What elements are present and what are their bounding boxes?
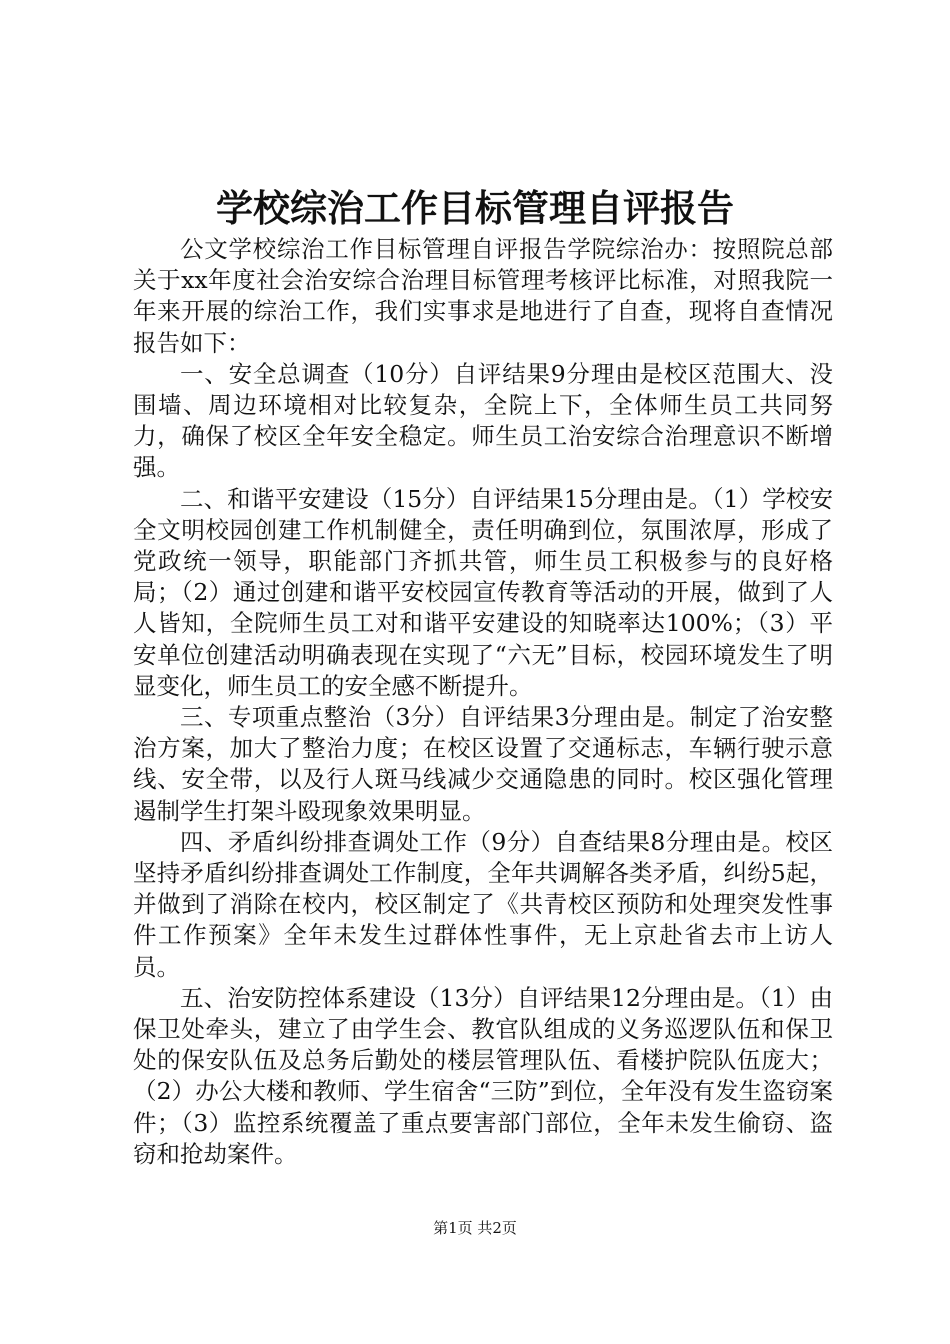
paragraph-section-3: 三、专项重点整治（3分）自评结果3分理由是。制定了治安整治方案，加大了整治力度；在校区设置了交通标志，车辆行驶示意线、安全带，以及行人斑马线减少交通隐患的同时。校区强化管理遏制学生打架斗殴现象效果明显。 [133,703,833,825]
paragraph-section-1: 一、安全总调查（10分）自评结果9分理由是校区范围大、没围墙、周边环境相对比较复杂，全院上下，全体师生员工共同努力，确保了校区全年安全稳定。师生员工治安综合治理意识不断增强。 [133,359,833,482]
document-title: 学校综治工作目标管理自评报告 [216,186,734,230]
paragraph-section-4: 四、矛盾纠纷排查调处工作（9分）自查结果8分理由是。校区坚持矛盾纠纷排查调处工作制度，全年共调解各类矛盾，纠纷5起，并做到了消除在校内，校区制定了《共青校区预防和处理突发性事件工作预案》全年未发生过群体性事件，无上京赴省去市上访人员。 [133,827,833,981]
document-body [133,234,833,1170]
page-number-footer: 第1页 共2页 [433,1219,517,1237]
paragraph-section-2: 二、和谐平安建设（15分）自评结果15分理由是。（1）学校安全文明校园创建工作机制健全，责任明确到位，氛围浓厚，形成了党政统一领导，职能部门齐抓共管，师生员工积极参与的良好格局；（2）通过创建和谐平安校园宣传教育等活动的开展，做到了人人皆知，全院师生员工对和谐平安建设的知晓率达100%；（3）平安单位创建活动明确表现在实现了“六无”目标，校园环境发生了明显变化，师生员工的安全感不断提升。 [133,484,833,700]
paragraph-section-5: 五、治安防控体系建设（13分）自评结果12分理由是。（1）由保卫处牵头，建立了由学生会、教官队组成的义务巡逻队伍和保卫处的保安队伍及总务后勤处的楼层管理队伍、看楼护院队伍庞大；（2）办公大楼和教师、学生宿舍“三防”到位，全年没有发生盗窃案件；（3）监控系统覆盖了重点要害部门部位，全年未发生偷窃、盗窃和抢劫案件。 [133,983,833,1168]
paragraph-intro: 公文学校综治工作目标管理自评报告学院综治办：按照院总部关于xx年度社会治安综合治理目标管理考核评比标准，对照我院一年来开展的综治工作，我们实事求是地进行了自查，现将自查情况报告如下： [133,235,833,357]
